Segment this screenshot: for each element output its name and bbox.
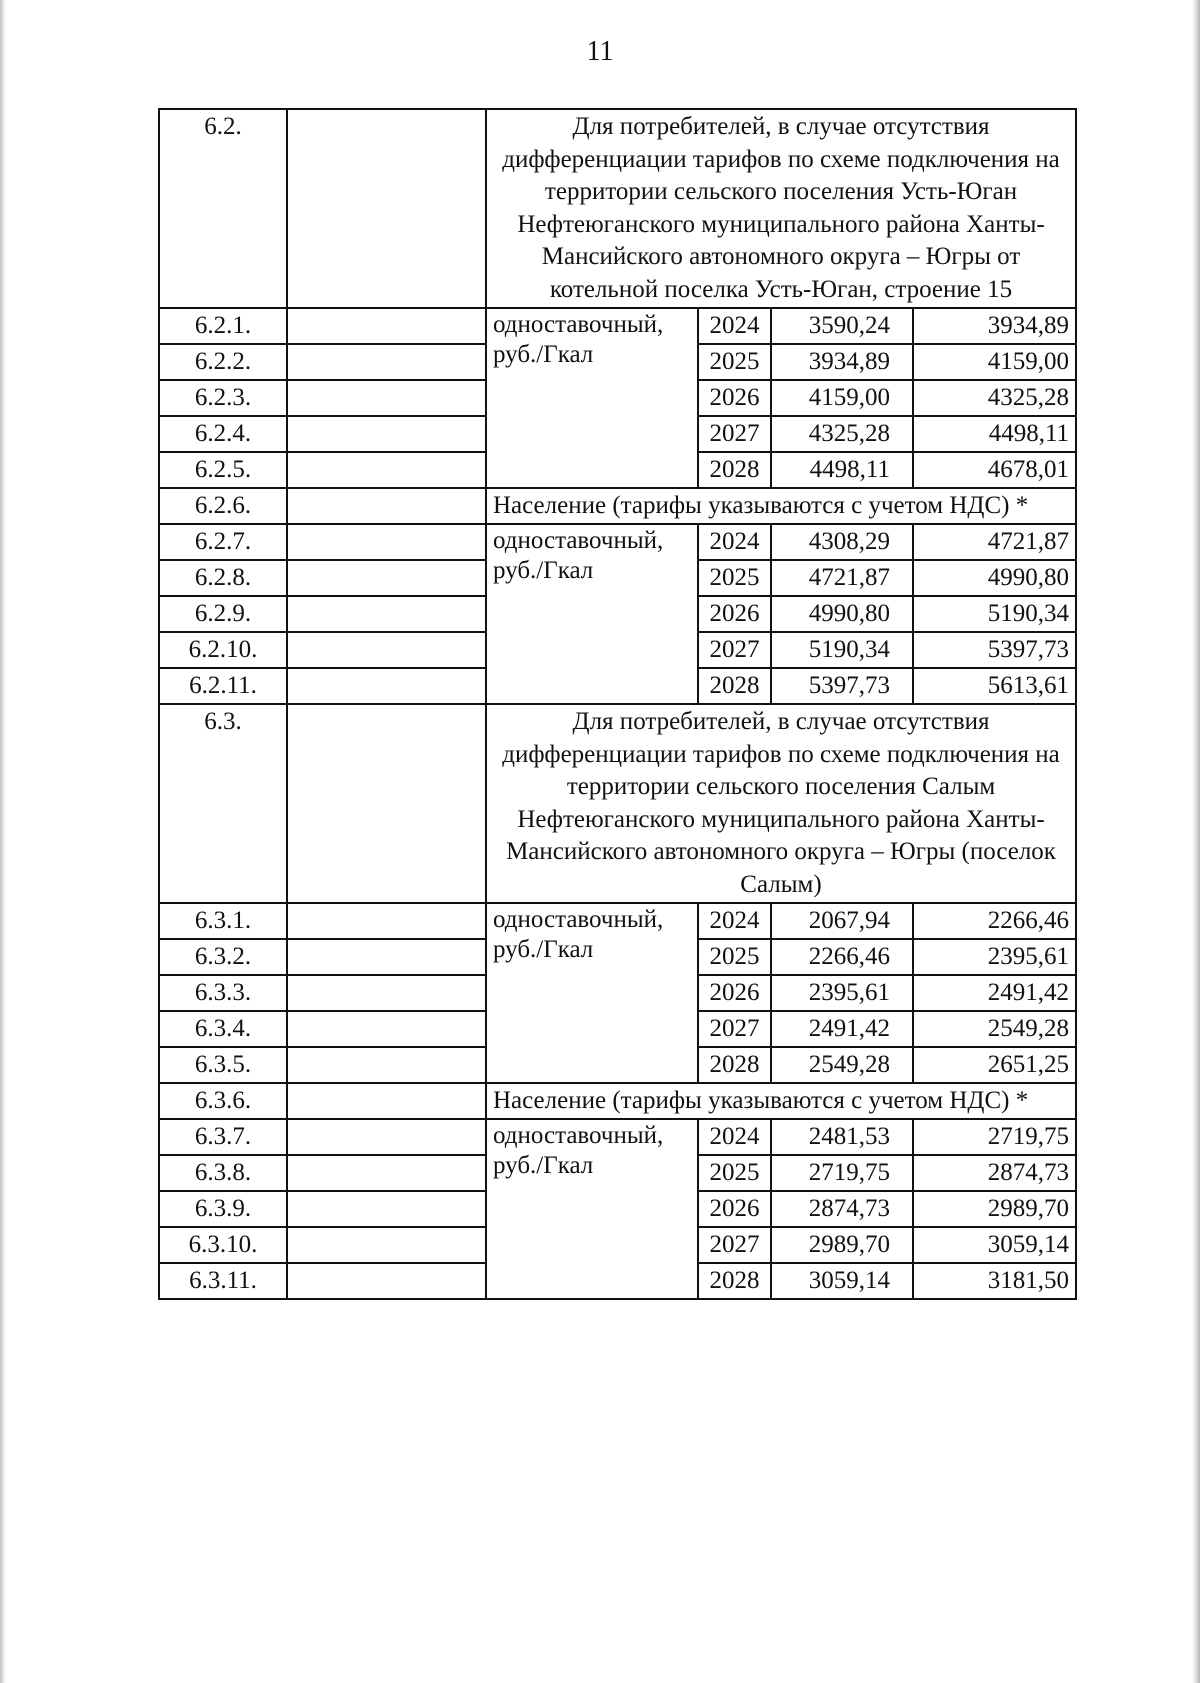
tariff-value-second-half: 2989,70 [913,1191,1076,1227]
row-number: 6.2.6. [159,488,287,524]
tariff-value-second-half: 2549,28 [913,1011,1076,1047]
tariff-value-second-half: 2266,46 [913,903,1076,939]
tariff-value-first-half: 4498,11 [771,452,913,488]
year-cell: 2025 [698,344,771,380]
row-number: 6.3.8. [159,1155,287,1191]
tariff-value-first-half: 3590,24 [771,308,913,344]
scan-edge-right [1192,0,1200,1683]
row-number: 6.2.10. [159,632,287,668]
year-cell: 2027 [698,416,771,452]
empty-cell [287,1191,486,1227]
tariff-table [158,108,1077,1300]
year-cell: 2027 [698,1011,771,1047]
empty-cell [287,632,486,668]
population-row [159,488,1076,524]
row-number: 6.2.2. [159,344,287,380]
row-number: 6.2.8. [159,560,287,596]
row-number: 6.3.10. [159,1227,287,1263]
empty-cell [287,109,486,308]
tariff-value-first-half: 2989,70 [771,1227,913,1263]
empty-cell [287,1119,486,1155]
year-cell: 2027 [698,632,771,668]
table-row [159,524,1076,560]
empty-cell [287,380,486,416]
row-number: 6.3.1. [159,903,287,939]
empty-cell [287,560,486,596]
year-cell: 2024 [698,1119,771,1155]
empty-cell [287,308,486,344]
empty-cell [287,416,486,452]
year-cell: 2024 [698,903,771,939]
empty-cell [287,452,486,488]
empty-cell [287,1047,486,1083]
tariff-value-first-half: 2395,61 [771,975,913,1011]
tariff-value-first-half: 2067,94 [771,903,913,939]
year-cell: 2024 [698,308,771,344]
tariff-value-first-half: 5190,34 [771,632,913,668]
tariff-value-first-half: 2719,75 [771,1155,913,1191]
tariff-value-second-half: 5397,73 [913,632,1076,668]
tariff-value-first-half: 4159,00 [771,380,913,416]
tariff-value-first-half: 2266,46 [771,939,913,975]
tariff-value-second-half: 5190,34 [913,596,1076,632]
row-number: 6.2. [159,109,287,308]
tariff-value-first-half: 4990,80 [771,596,913,632]
empty-cell [287,1011,486,1047]
empty-cell [287,524,486,560]
tariff-value-second-half: 2874,73 [913,1155,1076,1191]
tariff-value-first-half: 2549,28 [771,1047,913,1083]
empty-cell [287,1227,486,1263]
rate-type: одноставочный, руб./Гкал [486,903,698,1083]
year-cell: 2025 [698,1155,771,1191]
section-heading: Для потребителей, в случае отсутствия дифференциации тарифов по схеме подключения на территории сельского поселения Усть-Юган Нефтеюганского муниципального района Ханты-Мансийского автономного округа – Югры от котельной поселка Усть-Юган, строение 15 [486,109,1076,308]
year-cell: 2028 [698,1263,771,1299]
tariff-value-second-half: 3059,14 [913,1227,1076,1263]
year-cell: 2026 [698,596,771,632]
empty-cell [287,1263,486,1299]
tariff-value-first-half: 5397,73 [771,668,913,704]
year-cell: 2028 [698,1047,771,1083]
row-number: 6.2.7. [159,524,287,560]
tariff-value-second-half: 2651,25 [913,1047,1076,1083]
table-row [159,1119,1076,1155]
row-number: 6.3.7. [159,1119,287,1155]
row-number: 6.2.11. [159,668,287,704]
empty-cell [287,1155,486,1191]
tariff-value-second-half: 2395,61 [913,939,1076,975]
empty-cell [287,939,486,975]
row-number: 6.2.1. [159,308,287,344]
tariff-value-first-half: 2491,42 [771,1011,913,1047]
scan-edge-left [0,0,6,1683]
row-number: 6.3.4. [159,1011,287,1047]
page-number: 11 [586,36,614,67]
year-cell: 2028 [698,668,771,704]
tariff-value-first-half: 4721,87 [771,560,913,596]
empty-cell [287,1083,486,1119]
tariff-value-first-half: 4325,28 [771,416,913,452]
tariff-value-second-half: 3934,89 [913,308,1076,344]
population-label: Население (тарифы указываются с учетом НДС) * [486,488,1076,524]
row-number: 6.3.9. [159,1191,287,1227]
rate-type: одноставочный, руб./Гкал [486,1119,698,1299]
tariff-value-first-half: 2874,73 [771,1191,913,1227]
tariff-value-second-half: 2491,42 [913,975,1076,1011]
tariff-value-first-half: 2481,53 [771,1119,913,1155]
tariff-value-second-half: 3181,50 [913,1263,1076,1299]
row-number: 6.3. [159,704,287,903]
row-number: 6.2.4. [159,416,287,452]
tariff-value-second-half: 4678,01 [913,452,1076,488]
section-heading-row [159,109,1076,308]
empty-cell [287,975,486,1011]
row-number: 6.2.5. [159,452,287,488]
tariff-value-second-half: 5613,61 [913,668,1076,704]
year-cell: 2026 [698,975,771,1011]
empty-cell [287,488,486,524]
empty-cell [287,344,486,380]
row-number: 6.3.3. [159,975,287,1011]
year-cell: 2024 [698,524,771,560]
row-number: 6.3.5. [159,1047,287,1083]
year-cell: 2028 [698,452,771,488]
row-number: 6.3.2. [159,939,287,975]
row-number: 6.3.6. [159,1083,287,1119]
tariff-value-second-half: 2719,75 [913,1119,1076,1155]
empty-cell [287,903,486,939]
population-label: Население (тарифы указываются с учетом НДС) * [486,1083,1076,1119]
year-cell: 2026 [698,1191,771,1227]
rate-type: одноставочный, руб./Гкал [486,524,698,704]
tariff-value-second-half: 4159,00 [913,344,1076,380]
tariff-value-first-half: 3934,89 [771,344,913,380]
year-cell: 2025 [698,560,771,596]
section-heading-row [159,704,1076,903]
row-number: 6.2.3. [159,380,287,416]
tariff-value-second-half: 4498,11 [913,416,1076,452]
row-number: 6.3.11. [159,1263,287,1299]
year-cell: 2027 [698,1227,771,1263]
tariff-value-second-half: 4325,28 [913,380,1076,416]
tariff-value-first-half: 3059,14 [771,1263,913,1299]
empty-cell [287,596,486,632]
empty-cell [287,704,486,903]
tariff-value-first-half: 4308,29 [771,524,913,560]
year-cell: 2025 [698,939,771,975]
row-number: 6.2.9. [159,596,287,632]
table-row [159,308,1076,344]
tariff-value-second-half: 4990,80 [913,560,1076,596]
table-row [159,903,1076,939]
year-cell: 2026 [698,380,771,416]
section-heading: Для потребителей, в случае отсутствия дифференциации тарифов по схеме подключения на территории сельского поселения Салым Нефтеюганского муниципального района Ханты-Мансийского автономного округа – Югры (поселок Салым) [486,704,1076,903]
tariff-value-second-half: 4721,87 [913,524,1076,560]
population-row [159,1083,1076,1119]
rate-type: одноставочный, руб./Гкал [486,308,698,488]
empty-cell [287,668,486,704]
